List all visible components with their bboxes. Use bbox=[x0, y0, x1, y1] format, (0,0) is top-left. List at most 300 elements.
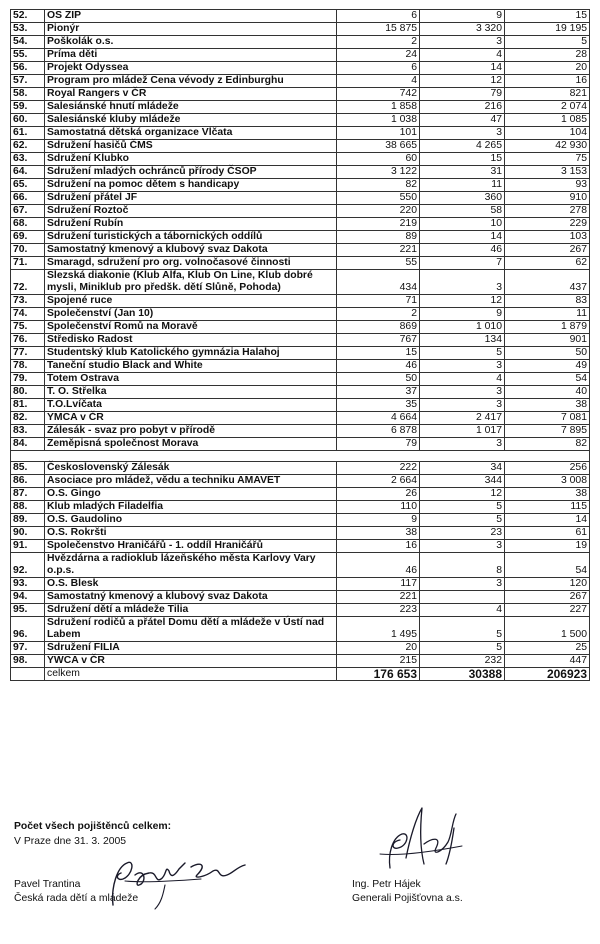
value-a: 38 bbox=[337, 527, 420, 540]
row-number: 90. bbox=[11, 527, 45, 540]
value-c: 14 bbox=[505, 514, 590, 527]
organization-name: O.S. Blesk bbox=[45, 578, 337, 591]
value-c: 229 bbox=[505, 218, 590, 231]
value-a: 223 bbox=[337, 604, 420, 617]
row-number: 65. bbox=[11, 179, 45, 192]
value-a: 6 bbox=[337, 62, 420, 75]
value-c: 50 bbox=[505, 347, 590, 360]
value-a: 6 878 bbox=[337, 425, 420, 438]
table-row bbox=[11, 36, 590, 49]
organization-name: Sdružení mladých ochránců přírody ČSOP bbox=[45, 166, 337, 179]
table-row bbox=[11, 514, 590, 527]
value-b: 4 bbox=[420, 373, 505, 386]
total-label: celkem bbox=[45, 668, 337, 681]
row-number: 88. bbox=[11, 501, 45, 514]
row-number: 67. bbox=[11, 205, 45, 218]
table-row bbox=[11, 475, 590, 488]
organization-name: Sdružení Klubko bbox=[45, 153, 337, 166]
value-b: 5 bbox=[420, 347, 505, 360]
table-row bbox=[11, 386, 590, 399]
row-number: 93. bbox=[11, 578, 45, 591]
table-row bbox=[11, 62, 590, 75]
organization-name: Klub mladých Filadelfia bbox=[45, 501, 337, 514]
row-number: 56. bbox=[11, 62, 45, 75]
value-b: 12 bbox=[420, 75, 505, 88]
organization-name: O.S. Rokršti bbox=[45, 527, 337, 540]
row-number: 96. bbox=[11, 617, 45, 642]
row-number: 72. bbox=[11, 270, 45, 295]
value-c: 7 081 bbox=[505, 412, 590, 425]
table-row bbox=[11, 49, 590, 62]
organization-name: YWCA v ČR bbox=[45, 655, 337, 668]
table-row bbox=[11, 192, 590, 205]
value-c: 120 bbox=[505, 578, 590, 591]
value-c: 103 bbox=[505, 231, 590, 244]
table-row bbox=[11, 23, 590, 36]
row-number: 66. bbox=[11, 192, 45, 205]
row-number: 81. bbox=[11, 399, 45, 412]
table-row bbox=[11, 655, 590, 668]
total-c: 206923 bbox=[505, 668, 590, 681]
table-row bbox=[11, 360, 590, 373]
table-row bbox=[11, 578, 590, 591]
organization-name: Hvězdárna a radioklub lázeňského města Karlovy Vary o.p.s. bbox=[45, 553, 337, 578]
value-b: 3 bbox=[420, 399, 505, 412]
value-a: 1 858 bbox=[337, 101, 420, 114]
value-b: 7 bbox=[420, 257, 505, 270]
value-b: 3 bbox=[420, 386, 505, 399]
value-c: 1 500 bbox=[505, 617, 590, 642]
table-row bbox=[11, 179, 590, 192]
value-a: 15 bbox=[337, 347, 420, 360]
value-c: 54 bbox=[505, 373, 590, 386]
value-a: 60 bbox=[337, 153, 420, 166]
value-b: 3 bbox=[420, 438, 505, 451]
value-a: 38 665 bbox=[337, 140, 420, 153]
value-b: 344 bbox=[420, 475, 505, 488]
value-a: 222 bbox=[337, 462, 420, 475]
table-row bbox=[11, 231, 590, 244]
value-c: 19 195 bbox=[505, 23, 590, 36]
value-a: 89 bbox=[337, 231, 420, 244]
organization-name: Sdružení Rubín bbox=[45, 218, 337, 231]
value-c: 54 bbox=[505, 553, 590, 578]
value-b: 5 bbox=[420, 514, 505, 527]
organization-name: Salesiánské kluby mládeže bbox=[45, 114, 337, 127]
value-b: 11 bbox=[420, 179, 505, 192]
row-number: 55. bbox=[11, 49, 45, 62]
organization-name: Sdružení přátel JF bbox=[45, 192, 337, 205]
value-a: 16 bbox=[337, 540, 420, 553]
value-a: 35 bbox=[337, 399, 420, 412]
value-b: 5 bbox=[420, 642, 505, 655]
value-b: 216 bbox=[420, 101, 505, 114]
value-a: 2 bbox=[337, 308, 420, 321]
table-row bbox=[11, 604, 590, 617]
organization-name: Totem Ostrava bbox=[45, 373, 337, 386]
table-row bbox=[11, 10, 590, 23]
value-b: 3 bbox=[420, 127, 505, 140]
value-b: 10 bbox=[420, 218, 505, 231]
value-c: 278 bbox=[505, 205, 590, 218]
value-b: 5 bbox=[420, 617, 505, 642]
value-a: 26 bbox=[337, 488, 420, 501]
value-a: 20 bbox=[337, 642, 420, 655]
value-c: 38 bbox=[505, 488, 590, 501]
value-a: 1 495 bbox=[337, 617, 420, 642]
table-row bbox=[11, 553, 590, 578]
row-number: 70. bbox=[11, 244, 45, 257]
value-b: 34 bbox=[420, 462, 505, 475]
table-row bbox=[11, 295, 590, 308]
value-a: 1 038 bbox=[337, 114, 420, 127]
table-row bbox=[11, 412, 590, 425]
value-b: 3 bbox=[420, 270, 505, 295]
value-c: 115 bbox=[505, 501, 590, 514]
row-number: 85. bbox=[11, 462, 45, 475]
value-c: 11 bbox=[505, 308, 590, 321]
value-a: 9 bbox=[337, 514, 420, 527]
row-number: 94. bbox=[11, 591, 45, 604]
organization-name: T.O.Lvíčata bbox=[45, 399, 337, 412]
left-signature bbox=[105, 845, 255, 915]
table-row bbox=[11, 153, 590, 166]
value-b: 79 bbox=[420, 88, 505, 101]
organization-name: Taneční studio Black and White bbox=[45, 360, 337, 373]
table-row bbox=[11, 75, 590, 88]
table-row bbox=[11, 399, 590, 412]
value-c: 15 bbox=[505, 10, 590, 23]
place-date: V Praze dne 31. 3. 2005 bbox=[14, 836, 127, 847]
organization-name: Projekt Odyssea bbox=[45, 62, 337, 75]
organization-name: OS ZIP bbox=[45, 10, 337, 23]
value-a: 4 664 bbox=[337, 412, 420, 425]
row-number: 86. bbox=[11, 475, 45, 488]
row-number: 76. bbox=[11, 334, 45, 347]
value-b: 3 bbox=[420, 360, 505, 373]
value-c: 28 bbox=[505, 49, 590, 62]
organization-name: Asociace pro mládež, vědu a techniku AMAVET bbox=[45, 475, 337, 488]
value-b: 47 bbox=[420, 114, 505, 127]
table-row bbox=[11, 101, 590, 114]
value-c: 75 bbox=[505, 153, 590, 166]
value-a: 15 875 bbox=[337, 23, 420, 36]
organization-name: Salesiánské hnutí mládeže bbox=[45, 101, 337, 114]
value-b: 4 bbox=[420, 604, 505, 617]
value-b: 12 bbox=[420, 295, 505, 308]
organization-name: O.S. Gingo bbox=[45, 488, 337, 501]
value-c: 19 bbox=[505, 540, 590, 553]
value-c: 93 bbox=[505, 179, 590, 192]
row-number: 59. bbox=[11, 101, 45, 114]
value-a: 2 bbox=[337, 36, 420, 49]
row-number: 73. bbox=[11, 295, 45, 308]
row-number: 64. bbox=[11, 166, 45, 179]
row-number: 79. bbox=[11, 373, 45, 386]
value-b: 14 bbox=[420, 62, 505, 75]
value-a: 50 bbox=[337, 373, 420, 386]
row-number: 77. bbox=[11, 347, 45, 360]
table-row bbox=[11, 425, 590, 438]
value-c: 3 008 bbox=[505, 475, 590, 488]
row-number: 52. bbox=[11, 10, 45, 23]
value-b: 4 265 bbox=[420, 140, 505, 153]
table-row bbox=[11, 114, 590, 127]
value-b: 360 bbox=[420, 192, 505, 205]
total-a: 176 653 bbox=[337, 668, 420, 681]
row-number: 98. bbox=[11, 655, 45, 668]
table-row bbox=[11, 540, 590, 553]
value-a: 117 bbox=[337, 578, 420, 591]
value-a: 24 bbox=[337, 49, 420, 62]
row-number: 53. bbox=[11, 23, 45, 36]
organization-name: Program pro mládež Cena vévody z Edinburghu bbox=[45, 75, 337, 88]
value-a: 4 bbox=[337, 75, 420, 88]
total-b: 30388 bbox=[420, 668, 505, 681]
left-signatory-name: Pavel Trantina bbox=[14, 879, 81, 890]
value-b: 12 bbox=[420, 488, 505, 501]
value-a: 869 bbox=[337, 321, 420, 334]
table-row bbox=[11, 488, 590, 501]
table-row bbox=[11, 527, 590, 540]
organization-name: Sdružení Roztoč bbox=[45, 205, 337, 218]
row-number: 62. bbox=[11, 140, 45, 153]
value-a: 71 bbox=[337, 295, 420, 308]
row-number: 69. bbox=[11, 231, 45, 244]
value-a: 46 bbox=[337, 553, 420, 578]
row-number: 91. bbox=[11, 540, 45, 553]
value-b: 9 bbox=[420, 10, 505, 23]
value-c: 910 bbox=[505, 192, 590, 205]
value-a: 221 bbox=[337, 244, 420, 257]
value-c: 40 bbox=[505, 386, 590, 399]
organization-name: Samostatná dětská organizace Vlčata bbox=[45, 127, 337, 140]
organization-name: Príma děti bbox=[45, 49, 337, 62]
row-number: 82. bbox=[11, 412, 45, 425]
table-gap-row bbox=[11, 451, 590, 462]
organization-name: Slezská diakonie (Klub Alfa, Klub On Line, Klub dobré mysli, Miniklub pro předšk. dětí Slůně, Pohoda) bbox=[45, 270, 337, 295]
organization-name: Československý Zálesák bbox=[45, 462, 337, 475]
value-c: 1 085 bbox=[505, 114, 590, 127]
table-row bbox=[11, 127, 590, 140]
value-c: 42 930 bbox=[505, 140, 590, 153]
value-a: 55 bbox=[337, 257, 420, 270]
row-number: 80. bbox=[11, 386, 45, 399]
value-c: 16 bbox=[505, 75, 590, 88]
value-c: 267 bbox=[505, 244, 590, 257]
organization-name: Sdružení rodičů a přátel Domu dětí a mládeže v Ústí nad Labem bbox=[45, 617, 337, 642]
organization-name: Sdružení dětí a mládeže Tilia bbox=[45, 604, 337, 617]
value-c: 104 bbox=[505, 127, 590, 140]
value-c: 83 bbox=[505, 295, 590, 308]
value-a: 46 bbox=[337, 360, 420, 373]
gap-cell bbox=[11, 451, 590, 462]
value-a: 3 122 bbox=[337, 166, 420, 179]
organization-name: T. O. Střelka bbox=[45, 386, 337, 399]
value-c: 1 879 bbox=[505, 321, 590, 334]
table-row bbox=[11, 462, 590, 475]
value-c: 61 bbox=[505, 527, 590, 540]
organization-name: O.S. Gaudolino bbox=[45, 514, 337, 527]
table-row bbox=[11, 438, 590, 451]
row-number: 97. bbox=[11, 642, 45, 655]
table-row bbox=[11, 591, 590, 604]
row-number: 92. bbox=[11, 553, 45, 578]
value-b: 46 bbox=[420, 244, 505, 257]
value-c: 62 bbox=[505, 257, 590, 270]
total-row bbox=[11, 668, 590, 681]
value-c: 901 bbox=[505, 334, 590, 347]
value-a: 101 bbox=[337, 127, 420, 140]
value-b: 3 bbox=[420, 540, 505, 553]
value-c: 49 bbox=[505, 360, 590, 373]
value-b: 2 417 bbox=[420, 412, 505, 425]
organization-name: Studentský klub Katolického gymnázia Halahoj bbox=[45, 347, 337, 360]
value-c: 5 bbox=[505, 36, 590, 49]
row-number: 54. bbox=[11, 36, 45, 49]
organization-name: Zeměpisná společnost Morava bbox=[45, 438, 337, 451]
value-a: 742 bbox=[337, 88, 420, 101]
organization-name: YMCA v ČR bbox=[45, 412, 337, 425]
row-number: 75. bbox=[11, 321, 45, 334]
value-b: 3 bbox=[420, 36, 505, 49]
row-number: 61. bbox=[11, 127, 45, 140]
value-a: 767 bbox=[337, 334, 420, 347]
row-number: 74. bbox=[11, 308, 45, 321]
table-row bbox=[11, 334, 590, 347]
row-number: 89. bbox=[11, 514, 45, 527]
value-a: 220 bbox=[337, 205, 420, 218]
value-b: 9 bbox=[420, 308, 505, 321]
organization-name: Poškolák o.s. bbox=[45, 36, 337, 49]
value-a: 2 664 bbox=[337, 475, 420, 488]
table-row bbox=[11, 373, 590, 386]
value-c: 821 bbox=[505, 88, 590, 101]
organization-name: Společenství Romů na Moravě bbox=[45, 321, 337, 334]
organization-name: Sdružení hasičů ČMS bbox=[45, 140, 337, 153]
value-a: 37 bbox=[337, 386, 420, 399]
table-body bbox=[11, 10, 590, 681]
right-signatory-name: Ing. Petr Hájek bbox=[352, 879, 421, 890]
row-number: 87. bbox=[11, 488, 45, 501]
organization-name: Spojené ruce bbox=[45, 295, 337, 308]
value-a: 221 bbox=[337, 591, 420, 604]
value-c: 437 bbox=[505, 270, 590, 295]
value-b: 15 bbox=[420, 153, 505, 166]
value-a: 219 bbox=[337, 218, 420, 231]
table-row bbox=[11, 308, 590, 321]
value-b: 4 bbox=[420, 49, 505, 62]
value-c: 256 bbox=[505, 462, 590, 475]
row-number: 83. bbox=[11, 425, 45, 438]
row-number: 95. bbox=[11, 604, 45, 617]
organization-name: Středisko Radost bbox=[45, 334, 337, 347]
value-c: 267 bbox=[505, 591, 590, 604]
organization-name: Společenství (Jan 10) bbox=[45, 308, 337, 321]
table-row bbox=[11, 166, 590, 179]
row-number: 60. bbox=[11, 114, 45, 127]
organization-name: Sdružení FILIA bbox=[45, 642, 337, 655]
value-b: 1 017 bbox=[420, 425, 505, 438]
value-a: 215 bbox=[337, 655, 420, 668]
value-b: 23 bbox=[420, 527, 505, 540]
value-b: 232 bbox=[420, 655, 505, 668]
members-table bbox=[10, 9, 590, 681]
organization-name: Smaragd, sdružení pro org. volnočasové činnosti bbox=[45, 257, 337, 270]
table-row bbox=[11, 347, 590, 360]
value-c: 20 bbox=[505, 62, 590, 75]
table-row bbox=[11, 88, 590, 101]
value-c: 2 074 bbox=[505, 101, 590, 114]
organization-name: Sdružení na pomoc dětem s handicapy bbox=[45, 179, 337, 192]
table-row bbox=[11, 321, 590, 334]
table-row bbox=[11, 642, 590, 655]
value-b: 134 bbox=[420, 334, 505, 347]
value-a: 79 bbox=[337, 438, 420, 451]
row-number: 57. bbox=[11, 75, 45, 88]
row-number: 58. bbox=[11, 88, 45, 101]
organization-name: Zálesák - svaz pro pobyt v přírodě bbox=[45, 425, 337, 438]
row-number: 63. bbox=[11, 153, 45, 166]
row-number: 78. bbox=[11, 360, 45, 373]
organization-name: Royal Rangers v ČR bbox=[45, 88, 337, 101]
value-b: 3 320 bbox=[420, 23, 505, 36]
table-row bbox=[11, 140, 590, 153]
value-b: 14 bbox=[420, 231, 505, 244]
table-row bbox=[11, 501, 590, 514]
right-signatory-org: Generali Pojišťovna a.s. bbox=[352, 893, 463, 904]
row-number: 84. bbox=[11, 438, 45, 451]
value-a: 110 bbox=[337, 501, 420, 514]
organization-name: Pionýr bbox=[45, 23, 337, 36]
footer-heading: Počet všech pojištěnců celkem: bbox=[14, 821, 172, 832]
organization-name: Sdružení turistických a tábornických oddílů bbox=[45, 231, 337, 244]
table-row bbox=[11, 205, 590, 218]
table-row bbox=[11, 218, 590, 231]
value-c: 25 bbox=[505, 642, 590, 655]
value-c: 227 bbox=[505, 604, 590, 617]
value-b: 31 bbox=[420, 166, 505, 179]
value-b: 8 bbox=[420, 553, 505, 578]
value-c: 447 bbox=[505, 655, 590, 668]
total-number-cell bbox=[11, 668, 45, 681]
value-c: 7 895 bbox=[505, 425, 590, 438]
organization-name: Samostatný kmenový a klubový svaz Dakota bbox=[45, 591, 337, 604]
table-row bbox=[11, 270, 590, 295]
value-a: 6 bbox=[337, 10, 420, 23]
value-a: 550 bbox=[337, 192, 420, 205]
row-number: 68. bbox=[11, 218, 45, 231]
value-b bbox=[420, 591, 505, 604]
value-b: 3 bbox=[420, 578, 505, 591]
value-b: 1 010 bbox=[420, 321, 505, 334]
value-c: 3 153 bbox=[505, 166, 590, 179]
value-a: 82 bbox=[337, 179, 420, 192]
value-c: 38 bbox=[505, 399, 590, 412]
value-c: 82 bbox=[505, 438, 590, 451]
left-signatory-org: Česká rada dětí a mládeže bbox=[14, 893, 139, 904]
table-row bbox=[11, 617, 590, 642]
table-row bbox=[11, 244, 590, 257]
value-a: 434 bbox=[337, 270, 420, 295]
row-number: 71. bbox=[11, 257, 45, 270]
right-signature bbox=[370, 798, 470, 878]
organization-name: Samostatný kmenový a klubový svaz Dakota bbox=[45, 244, 337, 257]
table-row bbox=[11, 257, 590, 270]
organization-name: Společenstvo Hraničářů - 1. oddíl Hraničářů bbox=[45, 540, 337, 553]
value-b: 5 bbox=[420, 501, 505, 514]
value-b: 58 bbox=[420, 205, 505, 218]
